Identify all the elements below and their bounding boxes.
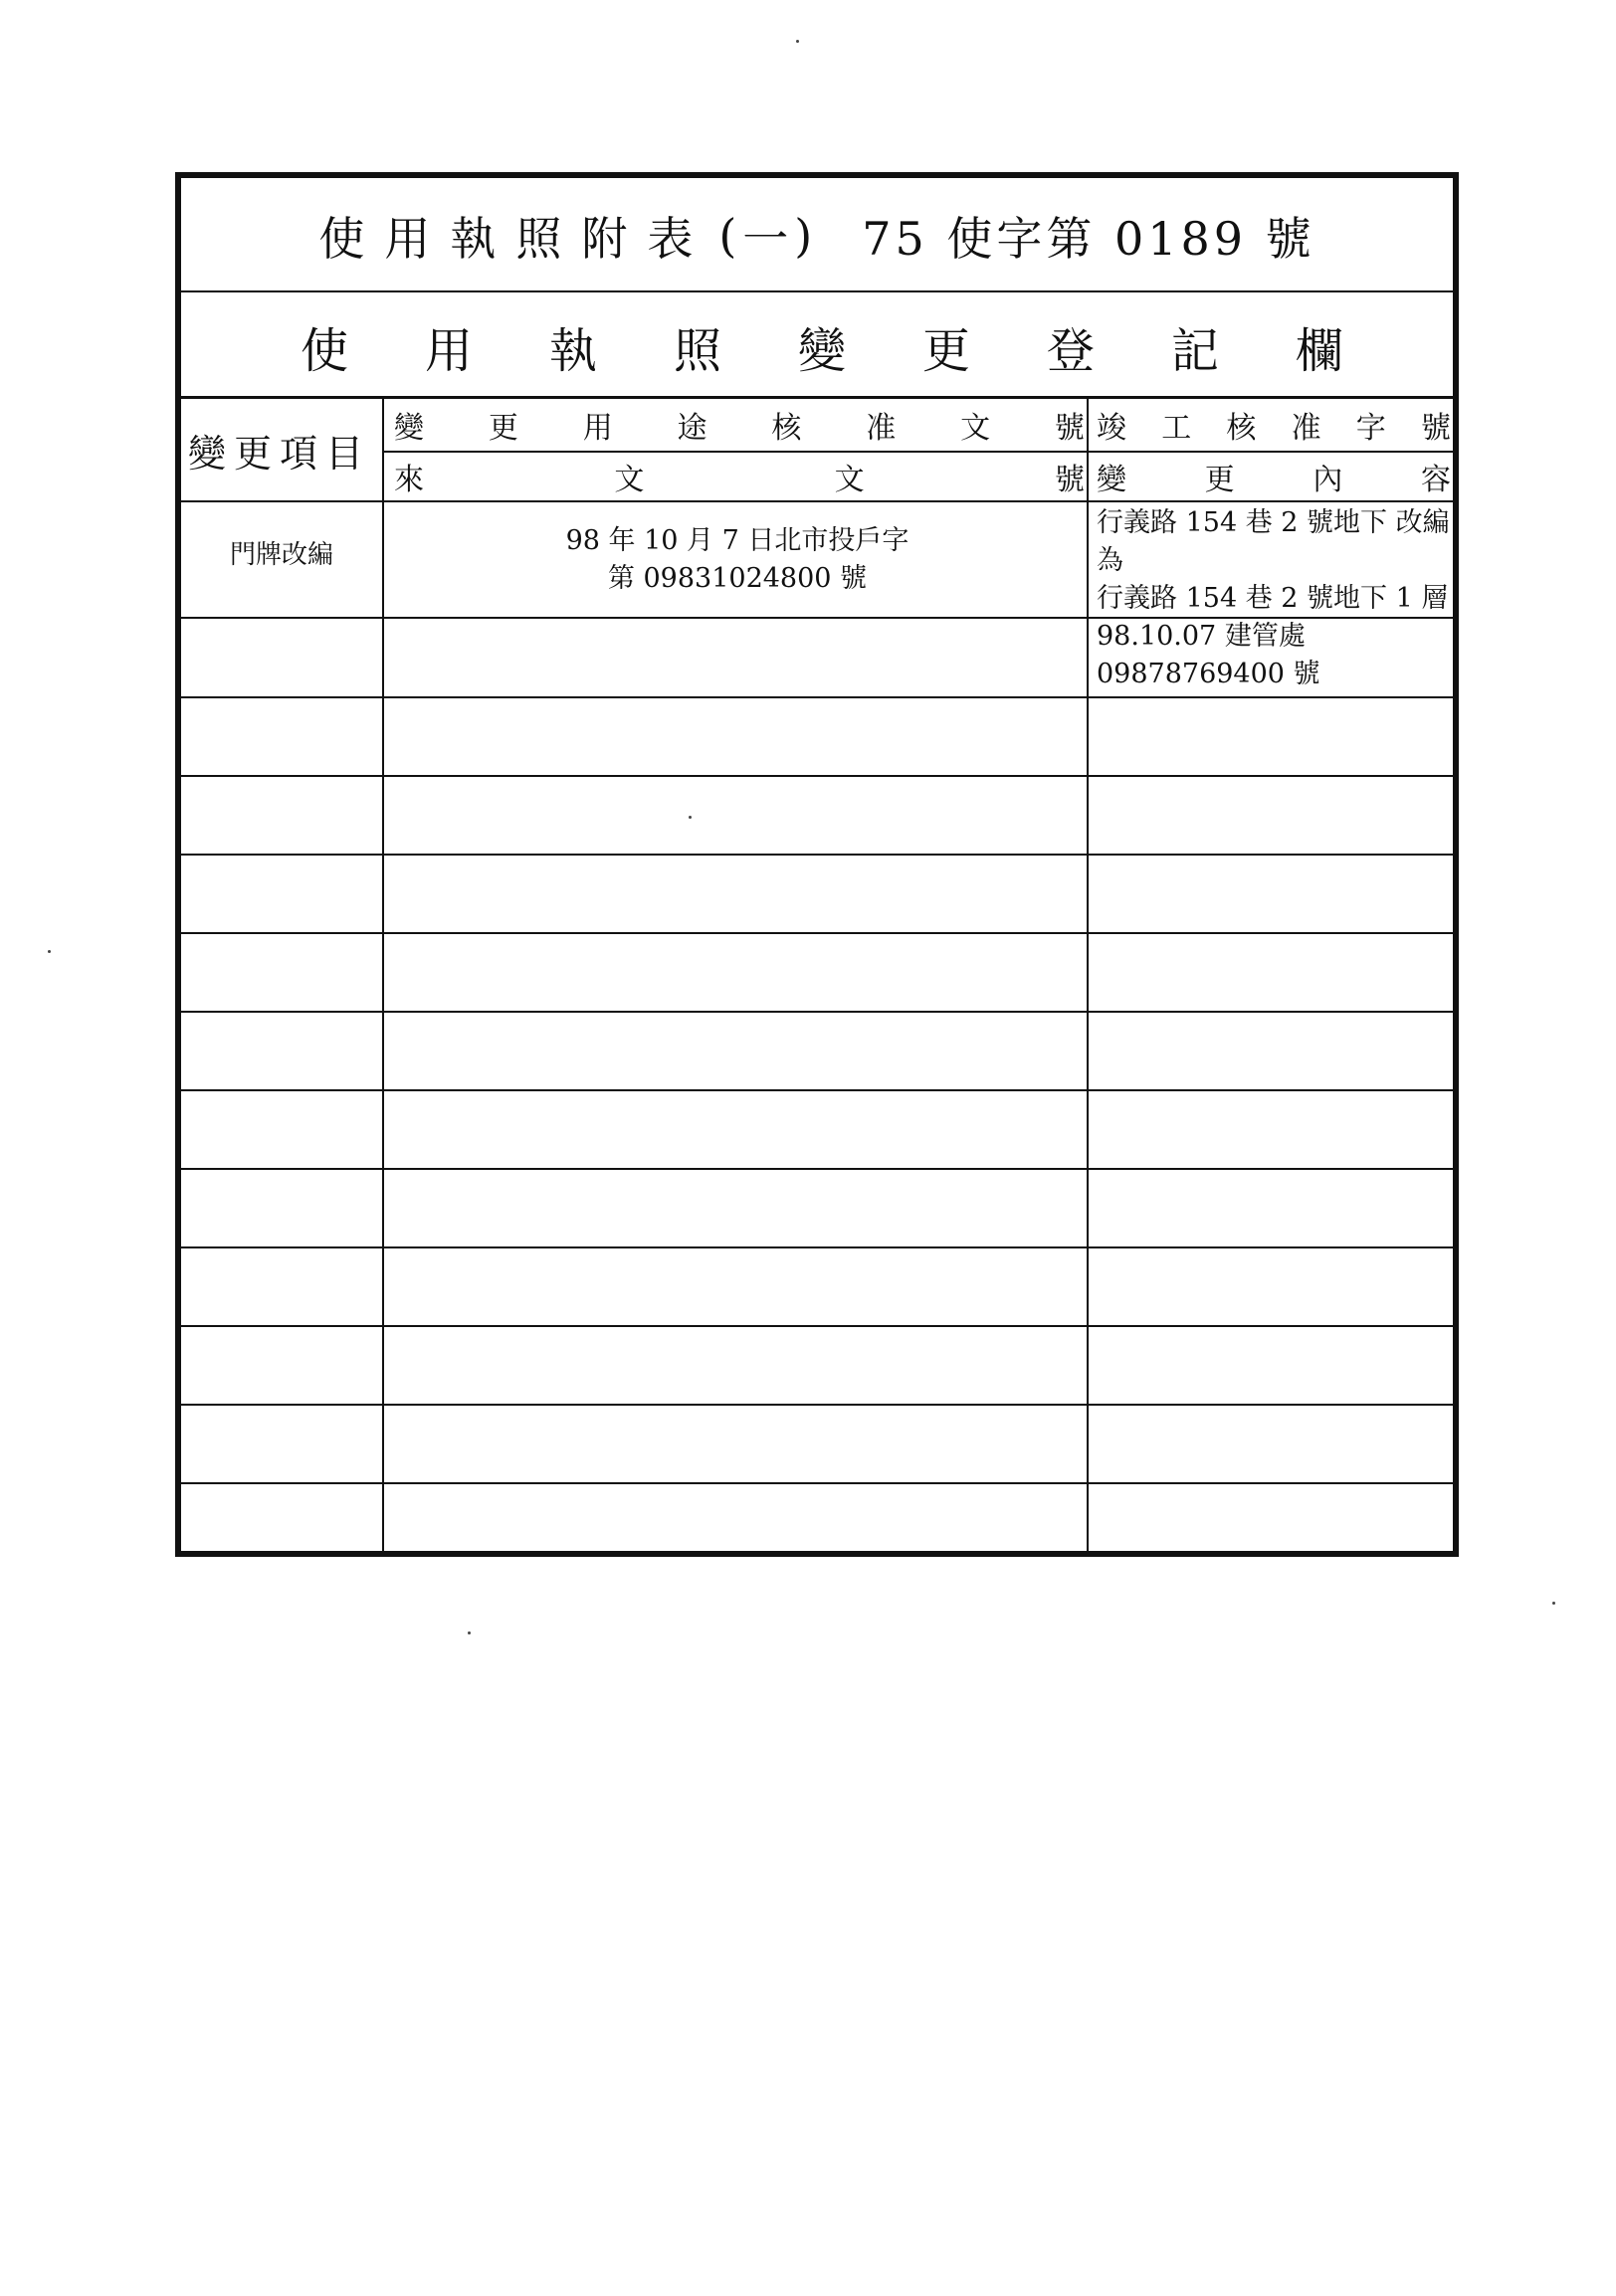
form-title [181, 178, 1453, 292]
header-char: 號 [1420, 411, 1451, 446]
subtitle-char: 欄 [1295, 322, 1343, 379]
header-char: 更 [488, 411, 518, 446]
row-divider [181, 1482, 1453, 1484]
usage-permit-change-form [175, 172, 1459, 1557]
column-divider [382, 397, 384, 1551]
row-source-doc-line: 98 年 10 月 7 日北市投戶字 [565, 525, 909, 556]
header-char: 變 [394, 411, 424, 446]
row-source-doc [386, 522, 1089, 598]
header-usage-approval-no [386, 399, 1089, 451]
header-char: 更 [1204, 463, 1235, 497]
subtitle-char: 更 [921, 322, 970, 379]
scan-speck [1552, 1602, 1555, 1605]
header-char: 文 [960, 411, 991, 446]
row-divider [181, 1168, 1453, 1170]
header-char: 文 [614, 463, 645, 497]
subtitle-char: 執 [548, 322, 597, 379]
form-subtitle [181, 295, 1453, 397]
row-divider [181, 1011, 1453, 1013]
row-content-line: 行義路 154 巷 2 號地下 改編為 [1097, 507, 1450, 576]
row-content-line: 98.10.07 建管處 09878769400 號 [1097, 621, 1320, 689]
subtitle-char: 登 [1046, 322, 1095, 379]
row-divider [181, 932, 1453, 934]
scan-speck [796, 40, 799, 43]
row-change-content [1097, 504, 1455, 693]
divider [181, 500, 1453, 502]
header-char: 准 [1291, 411, 1321, 446]
header-char: 工 [1161, 411, 1192, 446]
row-divider [181, 1089, 1453, 1091]
header-change-content [1091, 453, 1453, 500]
subtitle-char: 變 [797, 322, 846, 379]
scan-speck [689, 816, 692, 819]
row-content-line: 行義路 154 巷 2 號地下 1 層 [1097, 583, 1449, 614]
row-divider [181, 1325, 1453, 1327]
header-char: 文 [834, 463, 865, 497]
row-divider [181, 854, 1453, 856]
header-char: 核 [1226, 411, 1257, 446]
subtitle-char: 用 [424, 322, 473, 379]
header-char: 准 [866, 411, 897, 446]
divider [384, 451, 1453, 453]
header-char: 內 [1313, 463, 1343, 497]
row-divider [181, 1404, 1453, 1406]
divider [181, 290, 1453, 292]
header-char: 號 [1054, 463, 1085, 497]
header-char: 容 [1420, 463, 1451, 497]
subtitle-char: 記 [1170, 322, 1219, 379]
scan-speck [48, 950, 51, 953]
form-title-paren-close: ) [794, 208, 813, 263]
header-char: 核 [771, 411, 802, 446]
row-divider [181, 775, 1453, 777]
scan-speck [468, 1631, 471, 1634]
row-divider [181, 696, 1453, 698]
header-char: 變 [1097, 463, 1126, 497]
header-char: 途 [677, 411, 707, 446]
form-title-prefix: 使用執照附表 [318, 211, 713, 266]
header-char: 字 [1355, 411, 1386, 446]
subtitle-char: 照 [673, 322, 721, 379]
subtitle-char: 使 [301, 322, 349, 379]
form-title-mark: 一 [742, 211, 789, 266]
header-char: 竣 [1097, 411, 1126, 446]
row-change-item: 門牌改編 [229, 540, 333, 570]
column-divider [1087, 397, 1089, 1551]
row-source-doc-line: 第 09831024800 號 [607, 563, 868, 594]
row-divider [181, 1246, 1453, 1248]
header-completion-approval-no [1091, 399, 1453, 451]
permit-number: 75 使字第 0189 號 [862, 211, 1315, 266]
row-divider [181, 617, 1453, 619]
header-char: 號 [1054, 411, 1085, 446]
header-source-doc-no [386, 453, 1089, 500]
header-char: 用 [582, 411, 613, 446]
header-change-item: 變更項目 [187, 431, 371, 476]
header-char: 來 [394, 463, 424, 497]
form-title-paren-open: ( [718, 208, 737, 263]
